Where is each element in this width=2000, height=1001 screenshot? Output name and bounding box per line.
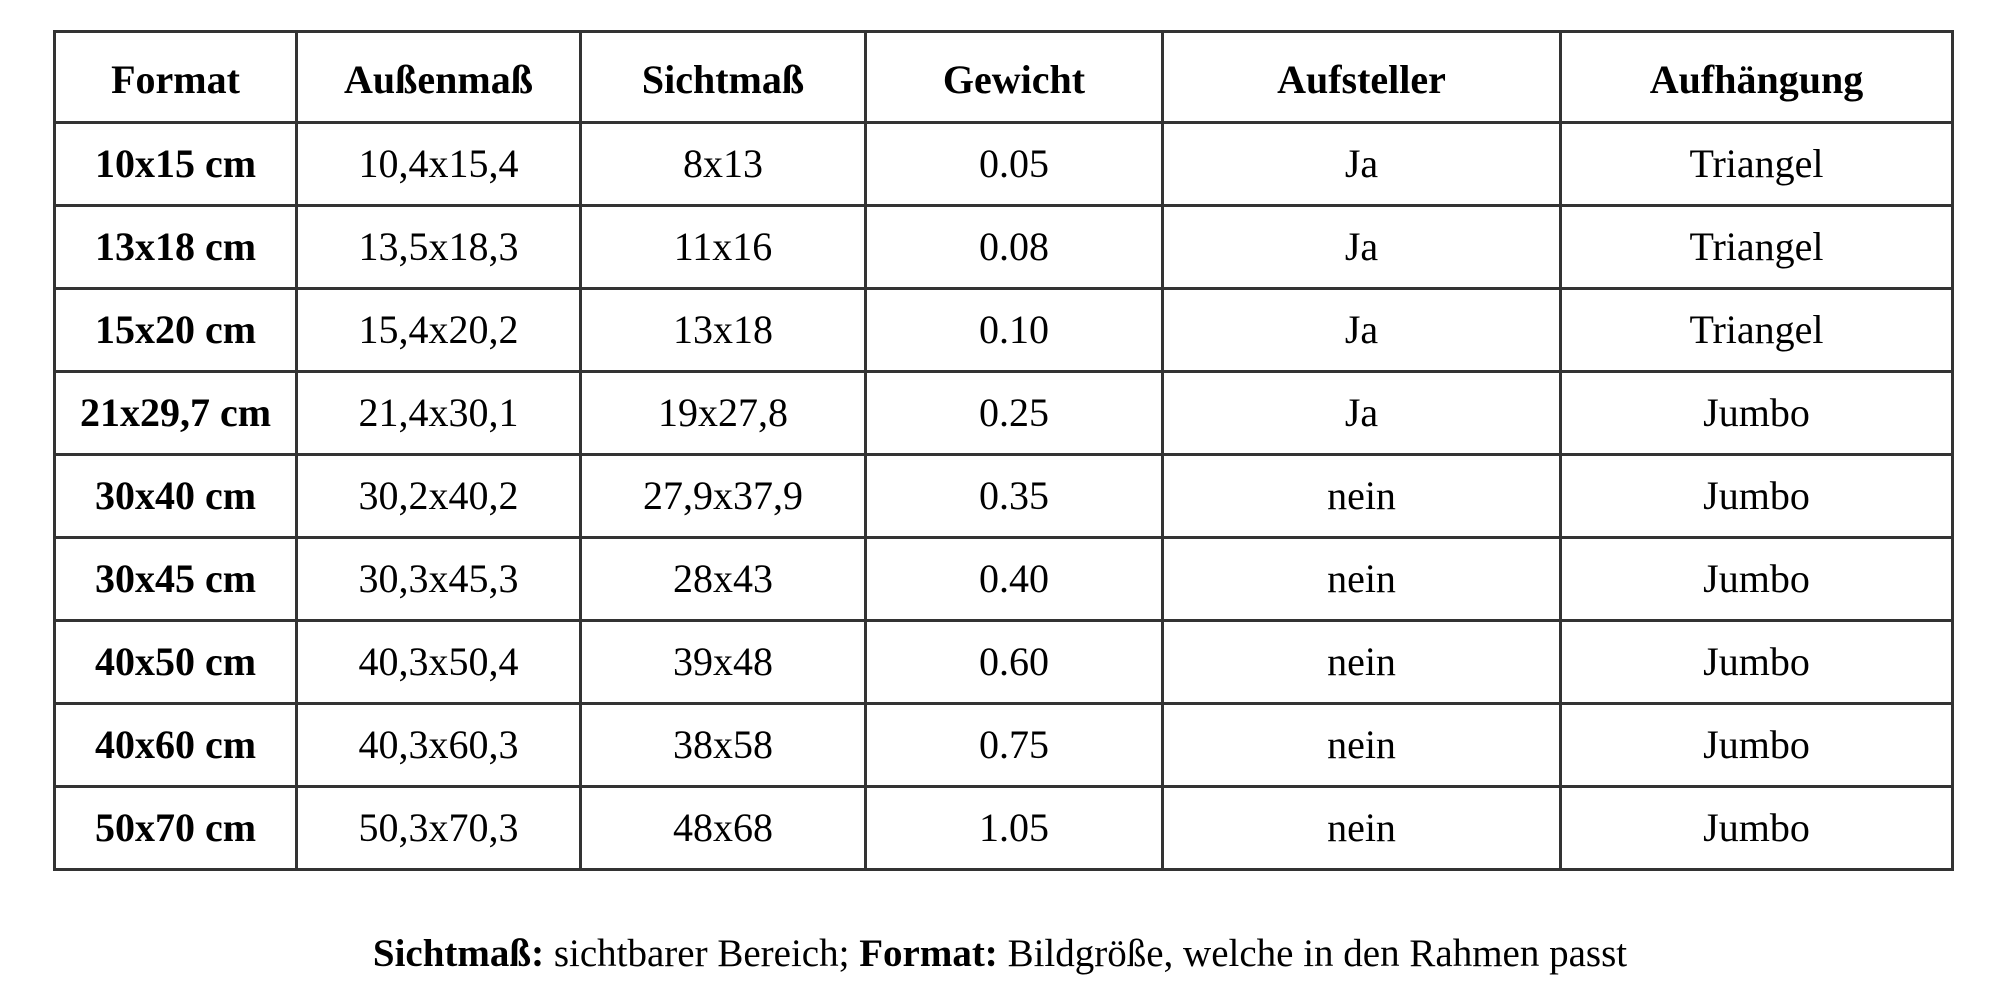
cell-visible-size: 48x68	[581, 787, 866, 870]
table-row	[55, 289, 1953, 372]
cell-weight: 0.05	[866, 123, 1163, 206]
cell-outer-size: 40,3x60,3	[297, 704, 581, 787]
cell-outer-size: 40,3x50,4	[297, 621, 581, 704]
cell-outer-size: 15,4x20,2	[297, 289, 581, 372]
table-row	[55, 538, 1953, 621]
table-row	[55, 787, 1953, 870]
cell-visible-size: 13x18	[581, 289, 866, 372]
header-hanger: Aufhängung	[1561, 32, 1953, 123]
footnote	[0, 934, 2000, 973]
footnote-text-visible-size: sichtbarer Bereich;	[544, 932, 860, 975]
cell-visible-size: 19x27,8	[581, 372, 866, 455]
cell-hanger: Jumbo	[1561, 787, 1953, 870]
cell-format: 13x18 cm	[55, 206, 297, 289]
cell-weight: 0.75	[866, 704, 1163, 787]
cell-weight: 0.35	[866, 455, 1163, 538]
cell-stand: nein	[1163, 455, 1561, 538]
cell-stand: Ja	[1163, 123, 1561, 206]
cell-outer-size: 13,5x18,3	[297, 206, 581, 289]
header-stand: Aufsteller	[1163, 32, 1561, 123]
frame-size-table	[53, 30, 1954, 871]
cell-weight: 1.05	[866, 787, 1163, 870]
footnote-text-format: Bildgröße, welche in den Rahmen passt	[997, 932, 1628, 975]
cell-outer-size: 50,3x70,3	[297, 787, 581, 870]
cell-weight: 0.60	[866, 621, 1163, 704]
cell-stand: nein	[1163, 621, 1561, 704]
cell-outer-size: 30,2x40,2	[297, 455, 581, 538]
cell-format: 30x45 cm	[55, 538, 297, 621]
cell-outer-size: 10,4x15,4	[297, 123, 581, 206]
cell-hanger: Triangel	[1561, 123, 1953, 206]
header-visible-size: Sichtmaß	[581, 32, 866, 123]
cell-visible-size: 28x43	[581, 538, 866, 621]
cell-weight: 0.10	[866, 289, 1163, 372]
cell-outer-size: 21,4x30,1	[297, 372, 581, 455]
cell-stand: Ja	[1163, 206, 1561, 289]
cell-hanger: Triangel	[1561, 289, 1953, 372]
cell-format: 50x70 cm	[55, 787, 297, 870]
cell-stand: nein	[1163, 704, 1561, 787]
cell-format: 10x15 cm	[55, 123, 297, 206]
table-row	[55, 123, 1953, 206]
cell-format: 30x40 cm	[55, 455, 297, 538]
cell-hanger: Jumbo	[1561, 538, 1953, 621]
header-outer-size: Außenmaß	[297, 32, 581, 123]
footnote-term-format: Format:	[859, 932, 998, 975]
table-body	[55, 123, 1953, 870]
cell-outer-size: 30,3x45,3	[297, 538, 581, 621]
table-header-row	[55, 32, 1953, 123]
footnote-term-visible-size: Sichtmaß:	[372, 932, 545, 975]
cell-hanger: Jumbo	[1561, 372, 1953, 455]
table-row	[55, 206, 1953, 289]
cell-hanger: Jumbo	[1561, 704, 1953, 787]
table-row	[55, 704, 1953, 787]
cell-stand: Ja	[1163, 289, 1561, 372]
cell-visible-size: 8x13	[581, 123, 866, 206]
table-row	[55, 455, 1953, 538]
cell-format: 15x20 cm	[55, 289, 297, 372]
cell-weight: 0.08	[866, 206, 1163, 289]
cell-format: 40x50 cm	[55, 621, 297, 704]
cell-visible-size: 11x16	[581, 206, 866, 289]
cell-stand: nein	[1163, 538, 1561, 621]
cell-format: 21x29,7 cm	[55, 372, 297, 455]
cell-stand: nein	[1163, 787, 1561, 870]
cell-weight: 0.40	[866, 538, 1163, 621]
cell-visible-size: 38x58	[581, 704, 866, 787]
cell-visible-size: 27,9x37,9	[581, 455, 866, 538]
cell-hanger: Jumbo	[1561, 455, 1953, 538]
cell-format: 40x60 cm	[55, 704, 297, 787]
header-format: Format	[55, 32, 297, 123]
table-row	[55, 621, 1953, 704]
table-row	[55, 372, 1953, 455]
cell-visible-size: 39x48	[581, 621, 866, 704]
cell-hanger: Triangel	[1561, 206, 1953, 289]
cell-weight: 0.25	[866, 372, 1163, 455]
header-weight: Gewicht	[866, 32, 1163, 123]
cell-hanger: Jumbo	[1561, 621, 1953, 704]
cell-stand: Ja	[1163, 372, 1561, 455]
